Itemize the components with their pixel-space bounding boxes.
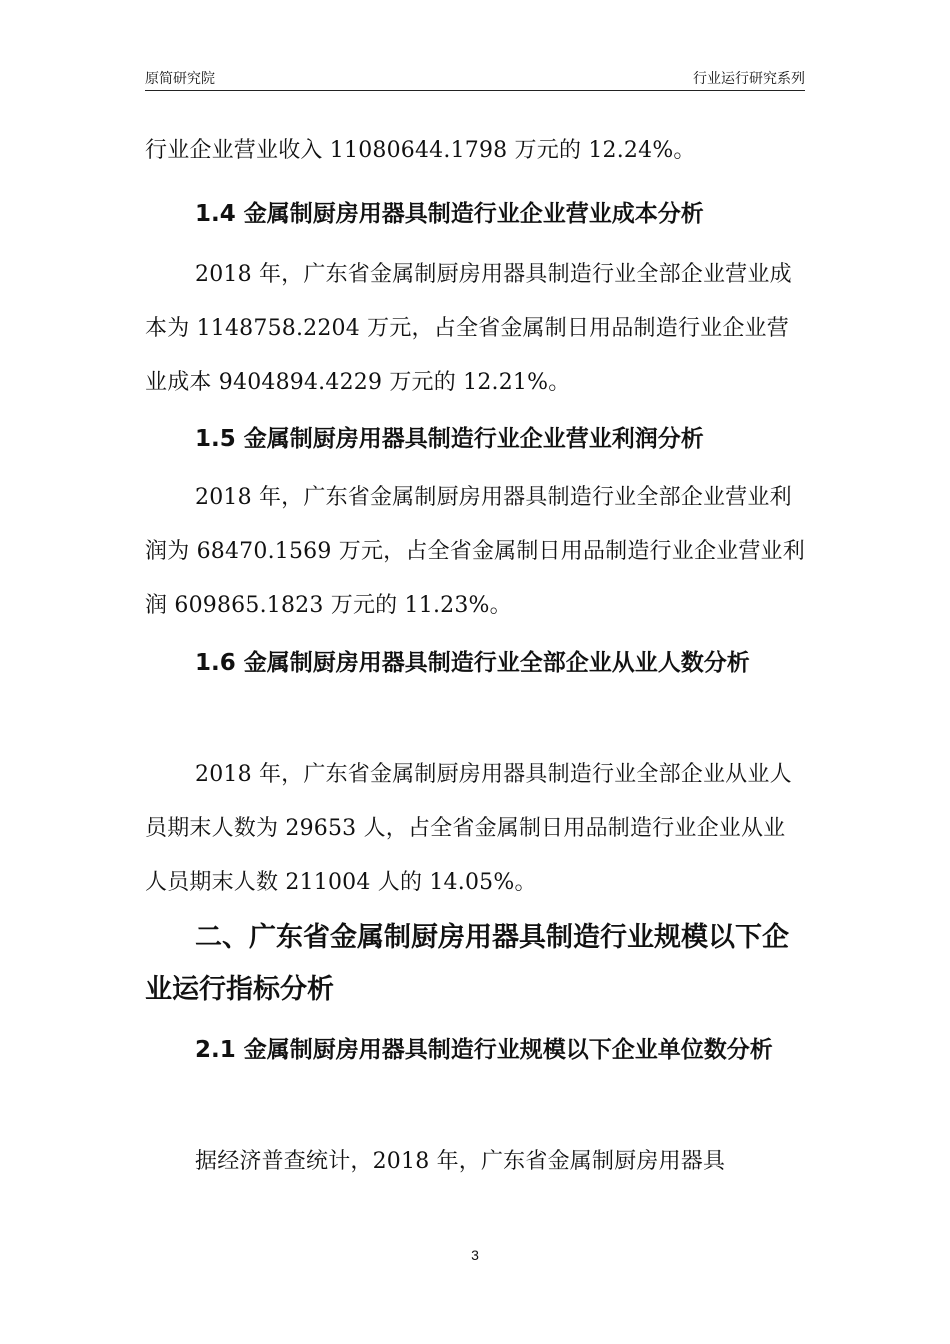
heading-1-4-text: 1.4 金属制厨房用器具制造行业企业营业成本分析: [195, 201, 704, 227]
paragraph-1-6: 2018 年，广东省金属制厨房用器具制造行业全部企业从业人员期末人数为 29653 人，占全省金属制日用品制造行业企业从业人员期末人数 211004 人的 14.05%。: [145, 762, 792, 895]
page-header: [145, 66, 805, 91]
heading-1-5: [145, 412, 807, 466]
heading-1-4: [145, 187, 807, 241]
heading-1-5-text: 1.5 金属制厨房用器具制造行业企业营业利润分析: [195, 426, 704, 452]
page-number: 3: [471, 1247, 479, 1263]
heading-2-1: 2.1 金属制厨房用器具制造行业规模以下企业单位数分析: [195, 1037, 773, 1063]
heading-section-2: 二、广东省金属制厨房用器具制造行业规模以下企业运行指标分析: [145, 922, 789, 1005]
paragraph-1-5: 2018 年，广东省金属制厨房用器具制造行业全部企业营业利润为 68470.1569 万元，占全省金属制日用品制造行业企业营业利润 609865.1823 万元的 11.23%。: [145, 485, 805, 618]
paragraph-continued: 行业企业营业收入 11080644.1798 万元的 12.24%。: [145, 138, 696, 163]
paragraph-2-1: 据经济普查统计，2018 年，广东省金属制厨房用器具: [195, 1149, 726, 1174]
paragraph-1-4: 2018 年，广东省金属制厨房用器具制造行业全部企业营业成本为 1148758.2204 万元，占全省金属制日用品制造行业企业营业成本 9404894.4229 万元的 12.21%。: [145, 262, 792, 395]
heading-1-6: 1.6 金属制厨房用器具制造行业全部企业从业人数分析: [195, 650, 750, 676]
header-org: 原简研究院: [145, 71, 215, 87]
header-series: 行业运行研究系列: [693, 71, 805, 87]
